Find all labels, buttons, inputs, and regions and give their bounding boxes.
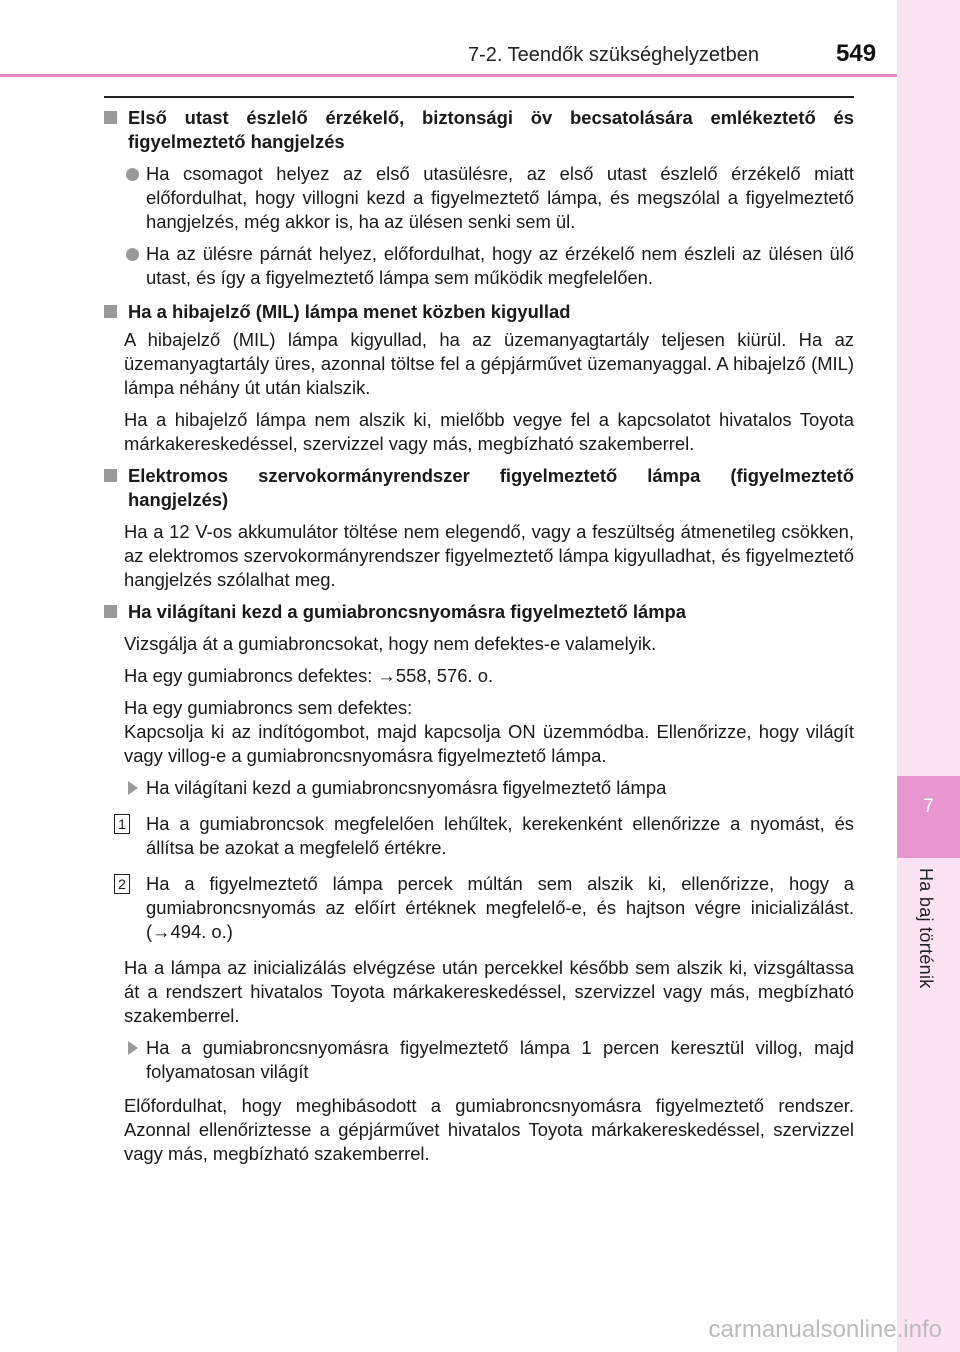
chapter-number-box[interactable] bbox=[897, 776, 960, 858]
paragraph-line: Kapcsolja ki az indítógombot, majd kapcsolja ON üzemmódba. Ellenőrizze, hogy világít vagy villog-e a gumiabroncsnyomásra figyelmeztető lámpa. bbox=[124, 721, 854, 766]
square-bullet-icon bbox=[104, 305, 117, 318]
paragraph: A hibajelző (MIL) lámpa kigyullad, ha az üzemanyagtartály teljesen kiürül. Ha az üzemanyagtartály üres, azonnal töltse fel a gépjárművet üzemanyaggal. A hibajelző (MIL) lámpa néhány út után kialszik. bbox=[124, 329, 854, 398]
chapter-side-tab bbox=[897, 0, 960, 1352]
content-top-rule bbox=[104, 96, 854, 98]
sub-heading bbox=[104, 1036, 854, 1084]
paragraph-line: Ha egy gumiabroncs sem defektes: bbox=[124, 697, 413, 718]
paragraph: Előfordulhat, hogy meghibásodott a gumiabroncsnyomásra figyelmeztető rendszer. Azonnal ellenőriztesse a gépjárművet hivatalos Toyota márkakereskedéssel, szervizzel vagy más, megbízható szakemberrel. bbox=[124, 1095, 854, 1164]
watermark-text: carmanualsonline.info bbox=[708, 1316, 942, 1343]
paragraph: Ha a 12 V-os akkumulátor töltése nem elegendő, vagy a feszültség átmenetileg csökken, az elektromos szervokormányrendszer figyelmeztető lámpa kigyulladhat, és figyelmeztető hangjelzés szólalhat meg. bbox=[124, 521, 854, 590]
step-text: Ha a gumiabroncsok megfelelően lehűltek, kerekenként ellenőrizze a nyomást, és állítsa be azokat a megfelelő értékre. bbox=[146, 813, 854, 858]
sub-heading-text: Ha világítani kezd a gumiabroncsnyomásra figyelmeztető lámpa bbox=[146, 777, 667, 798]
numbered-step bbox=[104, 872, 854, 944]
circle-bullet-icon bbox=[126, 168, 139, 181]
paragraph: Vizsgálja át a gumiabroncsokat, hogy nem defektes-e valamelyik. bbox=[124, 633, 657, 654]
header-rule bbox=[0, 74, 897, 77]
section-heading bbox=[104, 300, 854, 324]
sub-heading bbox=[104, 776, 854, 800]
circle-bullet-icon bbox=[126, 248, 139, 261]
running-title: 7-2. Teendők szükséghelyzetben bbox=[468, 44, 759, 66]
list-item-text: Ha az ülésre párnát helyez, előfordulhat, hogy az érzékelő nem észleli az ülésen ülő utast, és így a figyelmeztető lámpa sem működik megfelelően. bbox=[146, 243, 854, 288]
square-bullet-icon bbox=[104, 605, 117, 618]
square-bullet-icon bbox=[104, 469, 117, 482]
section-heading-text: Ha világítani kezd a gumiabroncsnyomásra figyelmeztető lámpa bbox=[128, 601, 687, 622]
sub-heading-text: Ha a gumiabroncsnyomásra figyelmeztető lámpa 1 percen keresztül villog, majd folyamatosan világít bbox=[146, 1037, 854, 1082]
step-text: Ha a figyelmeztető lámpa percek múltán sem alszik ki, ellenőrizze, hogy a gumiabroncsnyomás az előírt értéknek megfelelő-e, és hajtson végre inicializálást. (→494. o.) bbox=[146, 873, 854, 942]
section-heading-text: Ha a hibajelző (MIL) lámpa menet közben kigyullad bbox=[128, 301, 571, 322]
triangle-bullet-icon bbox=[128, 1041, 138, 1055]
list-item bbox=[104, 162, 854, 234]
paragraph: Ha a hibajelző lámpa nem alszik ki, mielőbb vegye fel a kapcsolatot hivatalos Toyota márkakereskedéssel, szervizzel vagy más, megbízható szakemberrel. bbox=[124, 409, 854, 454]
paragraph bbox=[104, 696, 854, 768]
section-heading bbox=[104, 464, 854, 512]
chapter-number: 7 bbox=[923, 796, 934, 817]
triangle-bullet-icon bbox=[128, 781, 138, 795]
list-item-text: Ha csomagot helyez az első utasülésre, az első utast észlelő érzékelő miatt előfordulhat, hogy villogni kezd a figyelmeztető lámpa, és megszólal a figyelmeztető hangjelzés, még akkor is, ha az ülésen senki sem ül. bbox=[146, 163, 854, 232]
step-number-box: 2 bbox=[114, 874, 130, 894]
page-content bbox=[104, 96, 854, 1166]
section-heading bbox=[104, 600, 854, 624]
list-item bbox=[104, 242, 854, 290]
square-bullet-icon bbox=[104, 111, 117, 124]
section-heading bbox=[104, 106, 854, 154]
section-heading-text: Első utast észlelő érzékelő, biztonsági öv becsatolására emlékeztető és figyelmeztető hangjelzés bbox=[128, 107, 854, 152]
step-number-box: 1 bbox=[114, 814, 130, 834]
paragraph-page-reference: Ha egy gumiabroncs defektes: →558, 576. o. bbox=[124, 665, 494, 686]
page-number: 549 bbox=[836, 40, 877, 67]
section-heading-text: Elektromos szervokormányrendszer figyelmeztető lámpa (figyelmeztető hangjelzés) bbox=[128, 465, 854, 510]
paragraph: Ha a lámpa az inicializálás elvégzése után percekkel később sem alszik ki, vizsgáltassa át a rendszert hivatalos Toyota márkakereskedéssel, szervizzel vagy más, megbízható szakemberrel. bbox=[124, 957, 854, 1026]
numbered-step bbox=[104, 812, 854, 860]
chapter-title: Ha baj történik bbox=[916, 868, 936, 989]
